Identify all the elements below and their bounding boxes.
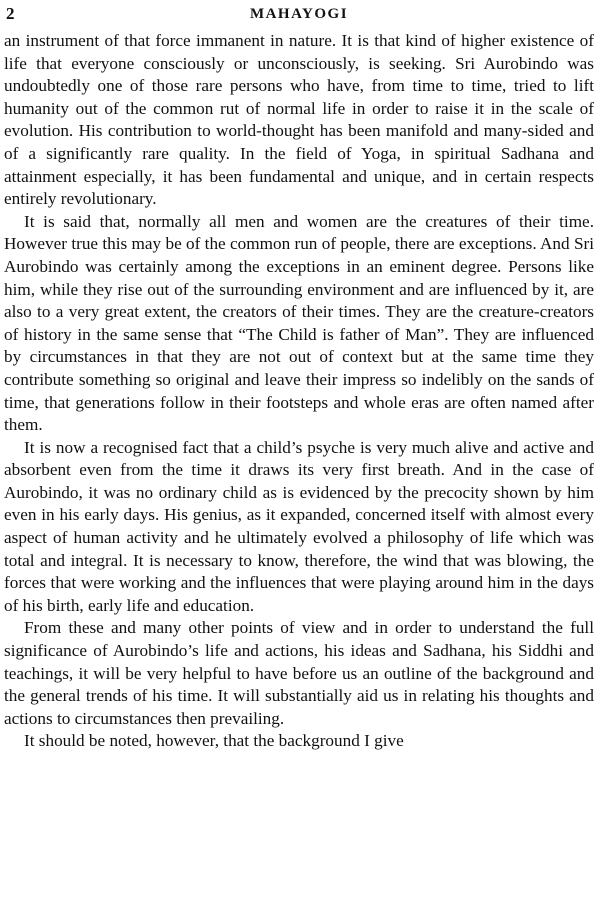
paragraph: From these and many other points of view and in order to understand the full significance of Aurobindo’s life and actions, his ideas and Sadhana, his Siddhi and teachings, it will be very helpful to have before us an outline of the background and the general trends of his time. It will substantially aid us in relating his thoughts and actions to circumstances then prevailing. xyxy=(4,618,594,728)
running-title: MAHAYOGI xyxy=(249,6,349,22)
running-header xyxy=(4,0,594,28)
paragraph-continued: an instrument of that force immanent in nature. It is that kind of higher existence of life that everyone consciously or unconsciously, is seeking. Sri Aurobindo was undoubtedly one of those rare persons who have, from time to time, tried to lift humanity out of the common rut of normal life in order to raise it in the scale of evolution. His contribution to world-thought has been manifold and many-sided and of a significantly rare quality. In the field of Yoga, in spiritual Sadhana and attainment especially, it has been fundamental and unique, and in certain respects entirely revolutionary. xyxy=(4,31,594,209)
body-text xyxy=(4,30,594,753)
paragraph: It should be noted, however, that the background I give xyxy=(24,731,404,751)
page-number: 2 xyxy=(6,4,15,23)
paragraph: It is now a recognised fact that a child’s psyche is very much alive and active and absorbent even from the time it draws its very first breath. And in the case of Aurobindo, it was no ordinary child as is evidenced by the precocity shown by him even in his early days. His genius, as it expanded, concerned itself with almost every aspect of human activity and he ultimately evolved a philosophy of life which was total and integral. It is necessary to know, therefore, the wind that was blowing, the forces that were working and the influences that were playing around him in the days of his birth, early life and education. xyxy=(4,437,594,615)
paragraph: It is said that, normally all men and women are the creatures of their time. However true this may be of the common run of people, there are exceptions. And Sri Aurobindo was certainly among the exceptions in an eminent degree. Persons like him, while they rise out of the surrounding environment and are influenced by it, are also to a very great extent, the creators of their times. They are the creature-creators of history in the same sense that “The Child is father of Man”. They are influenced by circumstances in that they are not out of context but at the same time they contribute something so original and leave their impress so indelibly on the sands of time, that generations follow in their footsteps and whole eras are often named after them. xyxy=(4,211,594,435)
